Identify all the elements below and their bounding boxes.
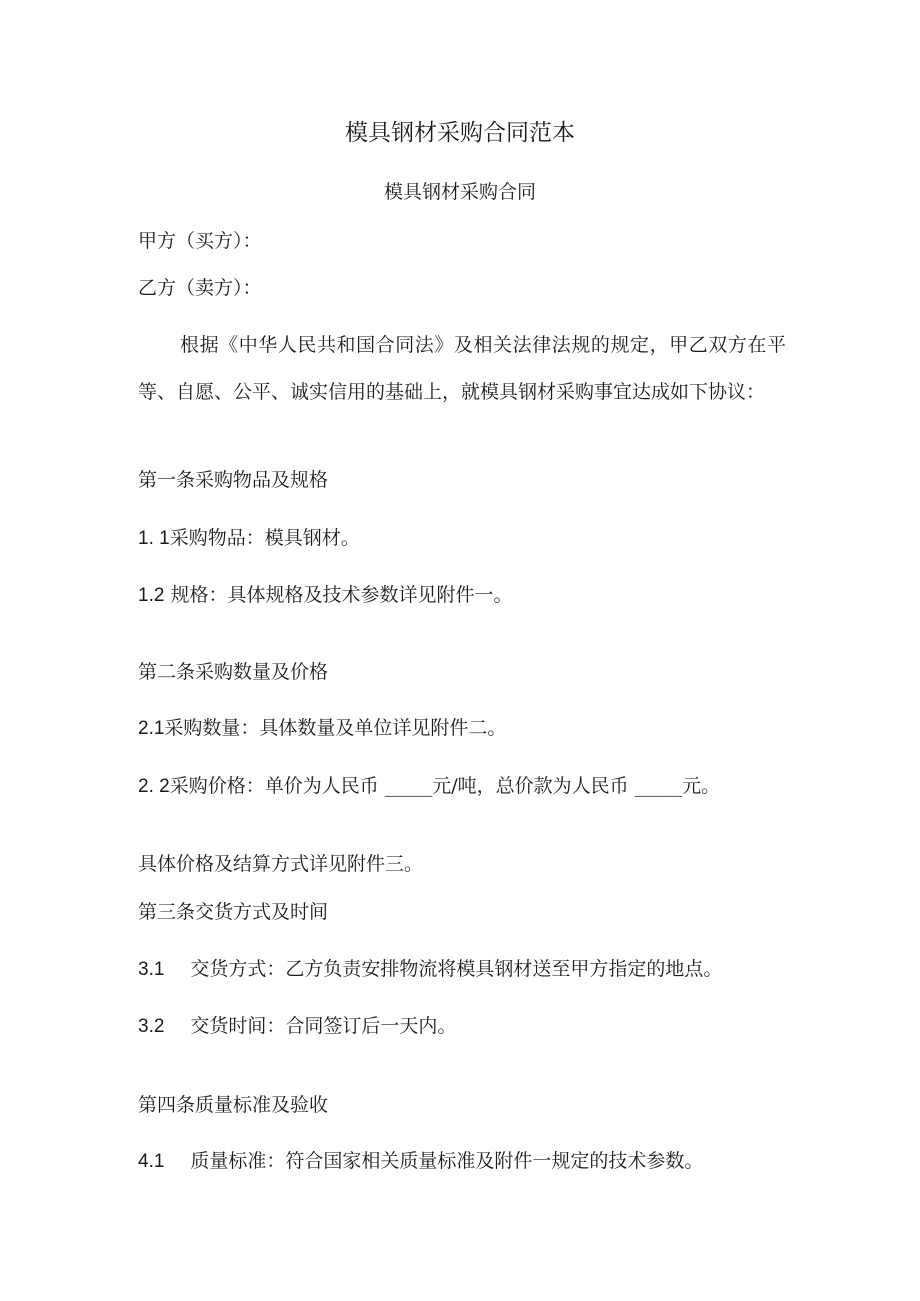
clause-number: 4.1 — [138, 1151, 165, 1172]
clause-number: 2.1 — [138, 718, 165, 739]
clause-2-1 — [138, 716, 506, 741]
clause-3-1 — [138, 957, 722, 982]
clause-text: 采购价格：单价为人民币 _____元/吨，总价款为人民币 _____元。 — [169, 775, 721, 797]
clause-text: 采购物品：模具钢材。 — [169, 527, 360, 549]
clause-1-1 — [138, 526, 360, 551]
clause-text: 交货时间：合同签订后一天内。 — [190, 1015, 457, 1037]
clause-number: 3.1 — [138, 959, 165, 980]
clause-text: 交货方式：乙方负责安排物流将模具钢材送至甲方指定的地点。 — [190, 958, 723, 980]
clause-number: 3.2 — [138, 1016, 165, 1037]
document-title: 模具钢材采购合同范本 — [345, 120, 575, 146]
clause-number: 1.2 — [138, 585, 165, 606]
clause-2-2 — [138, 774, 720, 799]
contract-subtitle: 模具钢材采购合同 — [383, 181, 536, 203]
party-b-line: 乙方（卖方）： — [138, 277, 262, 299]
clause-1-2 — [138, 583, 512, 608]
article-4-heading: 第四条质量标准及验收 — [138, 1094, 329, 1116]
clause-text: 规格：具体规格及技术参数详见附件一。 — [170, 584, 513, 606]
clause-text: 质量标准：符合国家相关质量标准及附件一规定的技术参数。 — [190, 1150, 704, 1172]
clause-text: 采购数量：具体数量及单位详见附件二。 — [164, 717, 507, 739]
party-a-line: 甲方（买方）： — [138, 230, 262, 252]
article-1-heading: 第一条采购物品及规格 — [138, 469, 329, 491]
article-3-heading: 第三条交货方式及时间 — [138, 901, 329, 923]
clause-number: 1. 1 — [138, 528, 170, 549]
clause-2-note: 具体价格及结算方式详见附件三。 — [138, 853, 424, 875]
clause-4-1 — [138, 1149, 703, 1174]
clause-number: 2. 2 — [138, 776, 170, 797]
preamble-paragraph: 根据《中华人民共和国合同法》及相关法律法规的规定，甲乙双方在平等、自愿、公平、诚实信用的基础上，就模具钢材采购事宜达成如下协议： — [138, 334, 786, 403]
clause-3-2 — [138, 1014, 456, 1039]
article-2-heading: 第二条采购数量及价格 — [138, 661, 329, 683]
